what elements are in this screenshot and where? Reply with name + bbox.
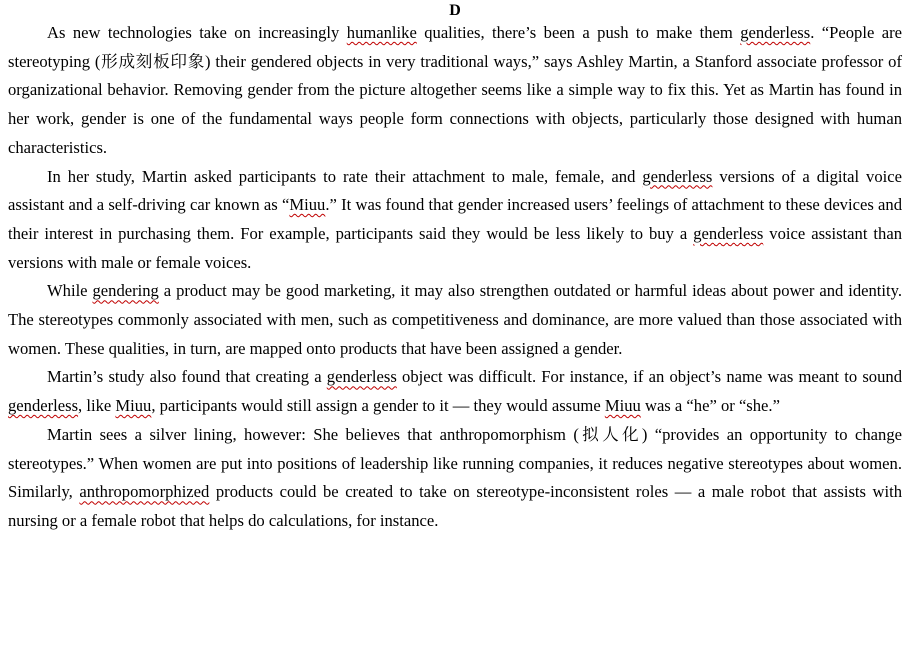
paragraph-1 (8, 19, 902, 163)
spellcheck-flagged-word: Miuu (604, 396, 641, 416)
text-run: voice assistant than versions with male or female voices. (8, 223, 903, 272)
text-run: a product may be good marketing, it may also strengthen outdated or harmful ideas about power and identity. The stereotypes commonly associated with men, such as competitiveness and dominance, are more valued than those associated with women. These qualities, in turn, are mapped onto products that have been assigned a gender. (8, 281, 902, 358)
spellcheck-flagged-word: Miuu (289, 195, 326, 215)
spellcheck-flagged-word: Miuu (115, 396, 152, 416)
text-run: products could be created to take on stereotype-inconsistent roles — a male robot that assists with nursing or a female robot that helps do calculations, for instance. (8, 482, 903, 530)
text-run: , participants would still assign a gender to it — they would assume (151, 396, 605, 416)
spellcheck-flagged-word: genderless (8, 396, 79, 416)
text-run: . “People are stereotyping (形成刻板印象) their gendered objects in very traditional ways,” says Ashley Martin, a Stanford associate professor of organizational behavior. Removing gender from the picture altogether seems like a simple way to fix this. Yet as Martin has found in her work, gender is one of the fundamental ways people form connections with objects, particularly those designed with human characteristics. (8, 23, 902, 157)
text-run: Martin’s study also found that creating a (47, 367, 327, 387)
spellcheck-flagged-word: anthropomorphized (79, 482, 210, 502)
spellcheck-flagged-word: genderless (740, 23, 811, 42)
spellcheck-flagged-word: genderless (642, 166, 713, 186)
paragraph-5 (8, 421, 902, 536)
spellcheck-flagged-word: humanlike (346, 23, 417, 42)
text-run: In her study, Martin asked participants to rate their attachment to male, female, and (47, 166, 643, 186)
paragraph-2 (8, 163, 902, 278)
section-heading: D (449, 2, 461, 19)
text-run: Martin sees a silver lining, however: She believes that anthropomorphism (拟人化) “provides an opportunity to change stereotypes.” When women are put into positions of leadership like running companies, it reduces negative stereotypes about women. Similarly, (8, 424, 902, 502)
text-run: As new technologies take on increasingly (47, 23, 347, 42)
passage-body (8, 19, 902, 536)
text-run: versions of a digital voice assistant and a self-driving car known as “ (8, 166, 902, 215)
spellcheck-flagged-word: genderless (326, 367, 397, 387)
text-run: .” It was found that gender increased users’ feelings of attachment to these devices and their interest in purchasing them. For example, participants said they would be less likely to buy a (8, 195, 902, 243)
paragraph-4 (8, 363, 902, 420)
text-run: , like (78, 396, 116, 416)
text-run: was a “he” or “she.” (640, 396, 780, 416)
paragraph-3 (8, 277, 902, 363)
text-run: While (47, 281, 93, 301)
text-run: object was difficult. For instance, if an object’s name was meant to sound (396, 367, 902, 387)
spellcheck-flagged-word: genderless (693, 223, 764, 243)
text-run: qualities, there’s been a push to make them (416, 23, 741, 42)
spellcheck-flagged-word: gendering (92, 281, 159, 301)
document-page (8, 2, 902, 536)
